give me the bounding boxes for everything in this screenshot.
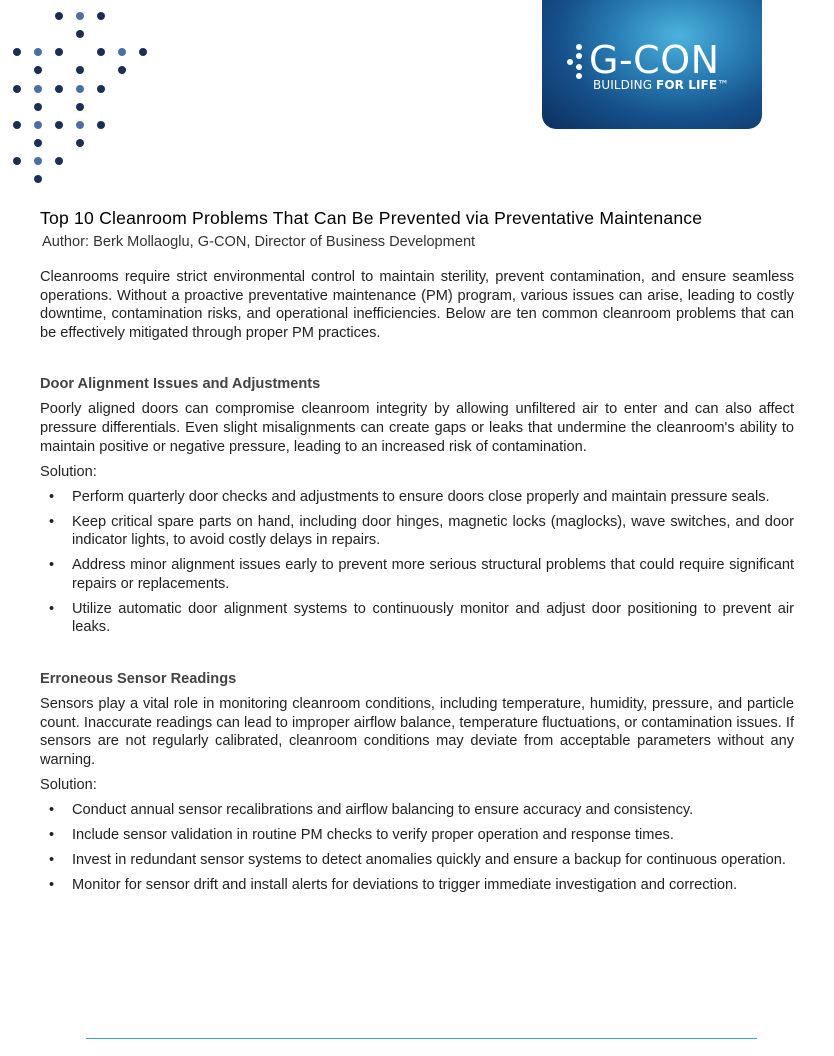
list-item-text: Include sensor validation in routine PM checks to verify proper operation and response times. <box>72 827 674 844</box>
dot-row-8 <box>34 139 84 147</box>
list-item <box>40 556 794 593</box>
list-item <box>40 851 794 870</box>
list-item-text: Utilize automatic door alignment systems to continuously monitor and adjust door positioning to prevent air leaks. <box>72 600 794 636</box>
list-item-text: Invest in redundant sensor systems to detect anomalies quickly and ensure a backup for continuous operation. <box>72 852 786 869</box>
article <box>40 206 794 901</box>
list-item <box>40 513 794 550</box>
dot-row-2 <box>76 30 84 38</box>
section-body: Sensors play a vital role in monitoring cleanroom conditions, including temperature, humidity, pressure, and particle count. Inaccurate readings can lead to improper airflow balance, temperature fluctuations, or contamination issues. If sensors are not regularly calibrated, cleanroom conditions may deviate from acceptable parameters without any warning. <box>40 696 794 768</box>
list-item <box>40 826 794 845</box>
solution-list <box>40 801 794 895</box>
bullet-icon: • <box>49 802 55 819</box>
list-item <box>40 600 794 637</box>
gcon-logo <box>542 0 762 129</box>
list-item <box>40 876 794 895</box>
section-body: Poorly aligned doors can compromise cleanroom integrity by allowing unfiltered air to enter and can also affect pressure differentials. Even slight misalignments can create gaps or leaks that undermine the cleanroom's ability to maintain positive or negative pressure, leading to an increased risk of contamination. <box>40 401 794 455</box>
section-door-alignment <box>40 374 794 637</box>
footer-divider <box>86 1038 757 1039</box>
list-item <box>40 488 794 507</box>
section-sensor-readings <box>40 669 794 895</box>
trademark-symbol: ™ <box>717 78 730 92</box>
bullet-icon: • <box>49 852 55 869</box>
intro-paragraph: Cleanrooms require strict environmental control to maintain sterility, prevent contamination, and ensure seamless operations. Without a proactive preventative maintenance (PM) program, various issues can arise, leading to costly downtime, contamination risks, and operational inefficiencies. Below are ten common cleanroom problems that can be effectively mitigated through proper PM practices. <box>40 269 794 341</box>
dot-row-6 <box>34 103 84 111</box>
article-title: Top 10 Cleanroom Problems That Can Be Prevented via Preventative Maintenance <box>40 208 703 228</box>
logo-dots-icon <box>562 42 588 82</box>
bullet-icon: • <box>49 488 55 505</box>
list-item-text: Keep critical spare parts on hand, including door hinges, magnetic locks (maglocks), wave switches, and door indicator lights, to avoid costly delays in repairs. <box>72 513 794 549</box>
tagline-regular: BUILDING <box>593 78 653 92</box>
bullet-icon: • <box>49 877 55 893</box>
section-heading: Erroneous Sensor Readings <box>40 671 237 688</box>
tagline-bold: FOR LIFE <box>656 78 718 92</box>
article-author: Author: Berk Mollaoglu, G-CON, Director of Business Development <box>42 234 476 250</box>
list-item-text: Conduct annual sensor recalibrations and airflow balancing to ensure accuracy and consistency. <box>72 802 694 819</box>
bullet-icon: • <box>49 513 55 530</box>
bullet-icon: • <box>49 557 55 574</box>
list-item <box>40 801 794 820</box>
decorative-dot-pattern <box>0 0 160 190</box>
solution-list <box>40 488 794 637</box>
dot-row-10 <box>34 175 42 183</box>
dot-row-5 <box>13 85 105 93</box>
bullet-icon: • <box>49 600 55 617</box>
solution-label: Solution: <box>40 777 97 794</box>
dot-row-7 <box>13 121 105 129</box>
list-item-text: Address minor alignment issues early to prevent more serious structural problems that could require significant repairs or replacements. <box>72 557 794 592</box>
logo-tagline <box>593 78 729 92</box>
list-item-text: Monitor for sensor drift and install alerts for deviations to trigger immediate investigation and correction. <box>72 877 738 893</box>
bullet-icon: • <box>49 827 55 844</box>
logo-wordmark: G-CON <box>589 38 720 82</box>
section-heading: Door Alignment Issues and Adjustments <box>40 376 321 393</box>
dot-row-4 <box>34 66 126 74</box>
list-item-text: Perform quarterly door checks and adjustments to ensure doors close properly and maintain pressure seals. <box>72 488 770 505</box>
dot-row-9 <box>13 157 63 165</box>
dot-row-1 <box>55 12 105 20</box>
solution-label: Solution: <box>40 464 97 481</box>
dot-row-3 <box>13 48 147 56</box>
